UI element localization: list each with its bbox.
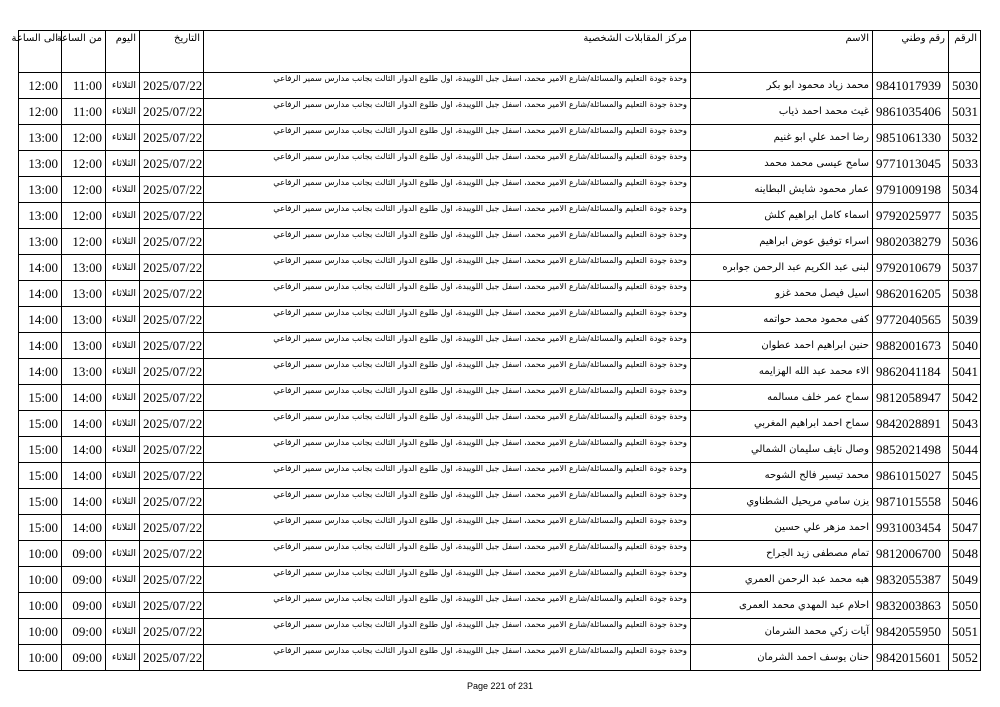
person-name: هبه محمد عبد الرحمن العمري bbox=[691, 567, 873, 593]
to-time: 14:00 bbox=[19, 333, 62, 359]
header-center: مركز المقابلات الشخصية bbox=[204, 31, 691, 73]
to-time: 14:00 bbox=[19, 307, 62, 333]
interview-day: الثلاثاء bbox=[106, 645, 140, 671]
interview-date: 2025/07/22 bbox=[140, 515, 204, 541]
row-number: 5042 bbox=[949, 385, 981, 411]
interview-day: الثلاثاء bbox=[106, 437, 140, 463]
person-name: تمام مصطفى زيد الجراح bbox=[691, 541, 873, 567]
from-time: 09:00 bbox=[62, 645, 106, 671]
interview-day: الثلاثاء bbox=[106, 151, 140, 177]
person-name: لبنى عبد الكريم عبد الرحمن جوابره bbox=[691, 255, 873, 281]
header-row bbox=[19, 31, 981, 73]
row-number: 5043 bbox=[949, 411, 981, 437]
person-name: آيات زكي محمد الشرمان bbox=[691, 619, 873, 645]
to-time: 15:00 bbox=[19, 437, 62, 463]
to-time: 14:00 bbox=[19, 255, 62, 281]
interview-center: وحدة جودة التعليم والمسائلة/شارع الامير محمد، اسفل جبل اللويبدة، اول طلوع الدوار الثالث بجانب مدارس سمير الرفاعي bbox=[204, 645, 691, 671]
person-name: سماح عمر خلف مسالمه bbox=[691, 385, 873, 411]
national-id: 9862016205 bbox=[873, 281, 949, 307]
to-time: 15:00 bbox=[19, 385, 62, 411]
to-time: 10:00 bbox=[19, 567, 62, 593]
from-time: 13:00 bbox=[62, 307, 106, 333]
from-time: 12:00 bbox=[62, 229, 106, 255]
table-row bbox=[19, 229, 981, 255]
interview-center: وحدة جودة التعليم والمسائلة/شارع الامير محمد، اسفل جبل اللويبدة، اول طلوع الدوار الثالث بجانب مدارس سمير الرفاعي bbox=[204, 229, 691, 255]
header-date: التاريخ bbox=[140, 31, 204, 73]
row-number: 5031 bbox=[949, 99, 981, 125]
interview-date: 2025/07/22 bbox=[140, 619, 204, 645]
table-row bbox=[19, 437, 981, 463]
interview-day: الثلاثاء bbox=[106, 307, 140, 333]
national-id: 9842015601 bbox=[873, 645, 949, 671]
row-number: 5044 bbox=[949, 437, 981, 463]
interview-date: 2025/07/22 bbox=[140, 125, 204, 151]
interview-day: الثلاثاء bbox=[106, 385, 140, 411]
schedule-table bbox=[11, 30, 981, 671]
interview-date: 2025/07/22 bbox=[140, 151, 204, 177]
interview-day: الثلاثاء bbox=[106, 229, 140, 255]
interview-date: 2025/07/22 bbox=[140, 333, 204, 359]
person-name: الاء محمد عبد الله الهزايمه bbox=[691, 359, 873, 385]
to-time: 10:00 bbox=[19, 645, 62, 671]
person-name: اسيل فيصل محمد غزو bbox=[691, 281, 873, 307]
table-row bbox=[19, 619, 981, 645]
person-name: اسراء توفيق عوض ابراهيم bbox=[691, 229, 873, 255]
from-time: 09:00 bbox=[62, 619, 106, 645]
interview-date: 2025/07/22 bbox=[140, 567, 204, 593]
national-id: 9832003863 bbox=[873, 593, 949, 619]
to-time: 10:00 bbox=[19, 619, 62, 645]
table-row bbox=[19, 541, 981, 567]
from-time: 14:00 bbox=[62, 385, 106, 411]
to-time: 12:00 bbox=[19, 99, 62, 125]
from-time: 12:00 bbox=[62, 177, 106, 203]
table-row bbox=[19, 281, 981, 307]
header-national-id: رقم وطني bbox=[873, 31, 949, 73]
table-row bbox=[19, 463, 981, 489]
person-name: يزن سامي مريحيل الشطناوي bbox=[691, 489, 873, 515]
row-number: 5038 bbox=[949, 281, 981, 307]
row-number: 5033 bbox=[949, 151, 981, 177]
interview-day: الثلاثاء bbox=[106, 203, 140, 229]
to-time: 15:00 bbox=[19, 489, 62, 515]
interview-center: وحدة جودة التعليم والمسائلة/شارع الامير محمد، اسفل جبل اللويبدة، اول طلوع الدوار الثالث بجانب مدارس سمير الرفاعي bbox=[204, 177, 691, 203]
national-id: 9832055387 bbox=[873, 567, 949, 593]
row-number: 5045 bbox=[949, 463, 981, 489]
interview-center: وحدة جودة التعليم والمسائلة/شارع الامير محمد، اسفل جبل اللويبدة، اول طلوع الدوار الثالث بجانب مدارس سمير الرفاعي bbox=[204, 281, 691, 307]
person-name: عمار محمود شايش البطاينه bbox=[691, 177, 873, 203]
header-to-time: الى الساعة bbox=[19, 31, 62, 73]
from-time: 09:00 bbox=[62, 567, 106, 593]
national-id: 9842028891 bbox=[873, 411, 949, 437]
interview-day: الثلاثاء bbox=[106, 593, 140, 619]
table-row bbox=[19, 567, 981, 593]
table-row bbox=[19, 593, 981, 619]
national-id: 9802038279 bbox=[873, 229, 949, 255]
national-id: 9842055950 bbox=[873, 619, 949, 645]
table-row bbox=[19, 307, 981, 333]
from-time: 12:00 bbox=[62, 203, 106, 229]
national-id: 9812058947 bbox=[873, 385, 949, 411]
interview-day: الثلاثاء bbox=[106, 567, 140, 593]
from-time: 09:00 bbox=[62, 593, 106, 619]
interview-center: وحدة جودة التعليم والمسائلة/شارع الامير محمد، اسفل جبل اللويبدة، اول طلوع الدوار الثالث بجانب مدارس سمير الرفاعي bbox=[204, 463, 691, 489]
national-id: 9871015558 bbox=[873, 489, 949, 515]
interview-center: وحدة جودة التعليم والمسائلة/شارع الامير محمد، اسفل جبل اللويبدة، اول طلوع الدوار الثالث بجانب مدارس سمير الرفاعي bbox=[204, 333, 691, 359]
table-row bbox=[19, 73, 981, 99]
interview-center: وحدة جودة التعليم والمسائلة/شارع الامير محمد، اسفل جبل اللويبدة، اول طلوع الدوار الثالث بجانب مدارس سمير الرفاعي bbox=[204, 541, 691, 567]
row-number: 5036 bbox=[949, 229, 981, 255]
interview-date: 2025/07/22 bbox=[140, 489, 204, 515]
person-name: احلام عبد المهدي محمد العمرى bbox=[691, 593, 873, 619]
interview-date: 2025/07/22 bbox=[140, 255, 204, 281]
national-id: 9792025977 bbox=[873, 203, 949, 229]
national-id: 9772040565 bbox=[873, 307, 949, 333]
person-name: حنين ابراهيم احمد عطوان bbox=[691, 333, 873, 359]
row-number: 5039 bbox=[949, 307, 981, 333]
interview-center: وحدة جودة التعليم والمسائلة/شارع الامير محمد، اسفل جبل اللويبدة، اول طلوع الدوار الثالث بجانب مدارس سمير الرفاعي bbox=[204, 255, 691, 281]
interview-day: الثلاثاء bbox=[106, 255, 140, 281]
interview-center: وحدة جودة التعليم والمسائلة/شارع الامير محمد، اسفل جبل اللويبدة، اول طلوع الدوار الثالث بجانب مدارس سمير الرفاعي bbox=[204, 99, 691, 125]
interview-center: وحدة جودة التعليم والمسائلة/شارع الامير محمد، اسفل جبل اللويبدة، اول طلوع الدوار الثالث بجانب مدارس سمير الرفاعي bbox=[204, 489, 691, 515]
interview-date: 2025/07/22 bbox=[140, 99, 204, 125]
to-time: 13:00 bbox=[19, 177, 62, 203]
from-time: 13:00 bbox=[62, 359, 106, 385]
from-time: 09:00 bbox=[62, 541, 106, 567]
person-name: سامح عيسى محمد محمد bbox=[691, 151, 873, 177]
national-id: 9861035406 bbox=[873, 99, 949, 125]
person-name: اسماء كامل ابراهيم كلش bbox=[691, 203, 873, 229]
interview-date: 2025/07/22 bbox=[140, 437, 204, 463]
interview-center: وحدة جودة التعليم والمسائلة/شارع الامير محمد، اسفل جبل اللويبدة، اول طلوع الدوار الثالث بجانب مدارس سمير الرفاعي bbox=[204, 593, 691, 619]
person-name: سماح احمد ابراهيم المغربي bbox=[691, 411, 873, 437]
interview-date: 2025/07/22 bbox=[140, 593, 204, 619]
to-time: 15:00 bbox=[19, 411, 62, 437]
interview-day: الثلاثاء bbox=[106, 541, 140, 567]
national-id: 9771013045 bbox=[873, 151, 949, 177]
row-number: 5048 bbox=[949, 541, 981, 567]
to-time: 14:00 bbox=[19, 359, 62, 385]
national-id: 9931003454 bbox=[873, 515, 949, 541]
interview-day: الثلاثاء bbox=[106, 281, 140, 307]
interview-date: 2025/07/22 bbox=[140, 281, 204, 307]
row-number: 5052 bbox=[949, 645, 981, 671]
person-name: كفى محمود محمد حواتمه bbox=[691, 307, 873, 333]
interview-day: الثلاثاء bbox=[106, 73, 140, 99]
interview-center: وحدة جودة التعليم والمسائلة/شارع الامير محمد، اسفل جبل اللويبدة، اول طلوع الدوار الثالث بجانب مدارس سمير الرفاعي bbox=[204, 359, 691, 385]
interview-center: وحدة جودة التعليم والمسائلة/شارع الامير محمد، اسفل جبل اللويبدة، اول طلوع الدوار الثالث بجانب مدارس سمير الرفاعي bbox=[204, 515, 691, 541]
row-number: 5034 bbox=[949, 177, 981, 203]
interview-center: وحدة جودة التعليم والمسائلة/شارع الامير محمد، اسفل جبل اللويبدة، اول طلوع الدوار الثالث بجانب مدارس سمير الرفاعي bbox=[204, 307, 691, 333]
interview-center: وحدة جودة التعليم والمسائلة/شارع الامير محمد، اسفل جبل اللويبدة، اول طلوع الدوار الثالث بجانب مدارس سمير الرفاعي bbox=[204, 203, 691, 229]
from-time: 14:00 bbox=[62, 489, 106, 515]
row-number: 5040 bbox=[949, 333, 981, 359]
interview-center: وحدة جودة التعليم والمسائلة/شارع الامير محمد، اسفل جبل اللويبدة، اول طلوع الدوار الثالث بجانب مدارس سمير الرفاعي bbox=[204, 411, 691, 437]
table-row bbox=[19, 125, 981, 151]
from-time: 13:00 bbox=[62, 281, 106, 307]
interview-day: الثلاثاء bbox=[106, 463, 140, 489]
interview-center: وحدة جودة التعليم والمسائلة/شارع الامير محمد، اسفل جبل اللويبدة، اول طلوع الدوار الثالث بجانب مدارس سمير الرفاعي bbox=[204, 385, 691, 411]
interview-center: وحدة جودة التعليم والمسائلة/شارع الامير محمد، اسفل جبل اللويبدة، اول طلوع الدوار الثالث بجانب مدارس سمير الرفاعي bbox=[204, 437, 691, 463]
header-num: الرقم bbox=[949, 31, 981, 73]
interview-date: 2025/07/22 bbox=[140, 541, 204, 567]
to-time: 13:00 bbox=[19, 125, 62, 151]
from-time: 13:00 bbox=[62, 333, 106, 359]
national-id: 9791009198 bbox=[873, 177, 949, 203]
national-id: 9861015027 bbox=[873, 463, 949, 489]
to-time: 13:00 bbox=[19, 203, 62, 229]
row-number: 5046 bbox=[949, 489, 981, 515]
national-id: 9841017939 bbox=[873, 73, 949, 99]
interview-date: 2025/07/22 bbox=[140, 229, 204, 255]
to-time: 12:00 bbox=[19, 73, 62, 99]
person-name: احمد مزهر علي حسين bbox=[691, 515, 873, 541]
row-number: 5035 bbox=[949, 203, 981, 229]
interview-center: وحدة جودة التعليم والمسائلة/شارع الامير محمد، اسفل جبل اللويبدة، اول طلوع الدوار الثالث بجانب مدارس سمير الرفاعي bbox=[204, 619, 691, 645]
interview-day: الثلاثاء bbox=[106, 177, 140, 203]
from-time: 11:00 bbox=[62, 99, 106, 125]
row-number: 5032 bbox=[949, 125, 981, 151]
interview-date: 2025/07/22 bbox=[140, 463, 204, 489]
table-row bbox=[19, 359, 981, 385]
interview-center: وحدة جودة التعليم والمسائلة/شارع الامير محمد، اسفل جبل اللويبدة، اول طلوع الدوار الثالث بجانب مدارس سمير الرفاعي bbox=[204, 73, 691, 99]
interview-day: الثلاثاء bbox=[106, 99, 140, 125]
from-time: 12:00 bbox=[62, 125, 106, 151]
person-name: وصال نايف سليمان الشمالي bbox=[691, 437, 873, 463]
interview-day: الثلاثاء bbox=[106, 515, 140, 541]
row-number: 5047 bbox=[949, 515, 981, 541]
interview-center: وحدة جودة التعليم والمسائلة/شارع الامير محمد، اسفل جبل اللويبدة، اول طلوع الدوار الثالث بجانب مدارس سمير الرفاعي bbox=[204, 567, 691, 593]
interview-date: 2025/07/22 bbox=[140, 177, 204, 203]
interview-center: وحدة جودة التعليم والمسائلة/شارع الامير محمد، اسفل جبل اللويبدة، اول طلوع الدوار الثالث بجانب مدارس سمير الرفاعي bbox=[204, 151, 691, 177]
table-row bbox=[19, 177, 981, 203]
row-number: 5051 bbox=[949, 619, 981, 645]
table-row bbox=[19, 515, 981, 541]
from-time: 14:00 bbox=[62, 437, 106, 463]
from-time: 12:00 bbox=[62, 151, 106, 177]
from-time: 14:00 bbox=[62, 463, 106, 489]
interview-date: 2025/07/22 bbox=[140, 385, 204, 411]
interview-center: وحدة جودة التعليم والمسائلة/شارع الامير محمد، اسفل جبل اللويبدة، اول طلوع الدوار الثالث بجانب مدارس سمير الرفاعي bbox=[204, 125, 691, 151]
person-name: غيث محمد احمد ذياب bbox=[691, 99, 873, 125]
row-number: 5030 bbox=[949, 73, 981, 99]
table-row bbox=[19, 203, 981, 229]
interview-day: الثلاثاء bbox=[106, 619, 140, 645]
page-number: Page 221 of 231 bbox=[466, 681, 534, 691]
person-name: رضا احمد علي ابو غنيم bbox=[691, 125, 873, 151]
to-time: 13:00 bbox=[19, 151, 62, 177]
national-id: 9862041184 bbox=[873, 359, 949, 385]
interview-day: الثلاثاء bbox=[106, 125, 140, 151]
header-name: الاسم bbox=[691, 31, 873, 73]
to-time: 15:00 bbox=[19, 463, 62, 489]
table-row bbox=[19, 333, 981, 359]
interview-date: 2025/07/22 bbox=[140, 645, 204, 671]
table-row bbox=[19, 99, 981, 125]
from-time: 14:00 bbox=[62, 515, 106, 541]
interview-day: الثلاثاء bbox=[106, 411, 140, 437]
interview-day: الثلاثاء bbox=[106, 489, 140, 515]
person-name: محمد زياد محمود ابو بكر bbox=[691, 73, 873, 99]
to-time: 15:00 bbox=[19, 515, 62, 541]
header-from-time: من الساعة bbox=[62, 31, 106, 73]
interview-date: 2025/07/22 bbox=[140, 73, 204, 99]
header-day: اليوم bbox=[106, 31, 140, 73]
table-row bbox=[19, 255, 981, 281]
interview-date: 2025/07/22 bbox=[140, 307, 204, 333]
interview-day: الثلاثاء bbox=[106, 333, 140, 359]
row-number: 5041 bbox=[949, 359, 981, 385]
from-time: 11:00 bbox=[62, 73, 106, 99]
to-time: 10:00 bbox=[19, 541, 62, 567]
person-name: محمد تيسير فالح الشوحه bbox=[691, 463, 873, 489]
interview-date: 2025/07/22 bbox=[140, 411, 204, 437]
table-row bbox=[19, 489, 981, 515]
interview-day: الثلاثاء bbox=[106, 359, 140, 385]
to-time: 13:00 bbox=[19, 229, 62, 255]
table-row bbox=[19, 385, 981, 411]
table-row bbox=[19, 151, 981, 177]
row-number: 5037 bbox=[949, 255, 981, 281]
row-number: 5050 bbox=[949, 593, 981, 619]
national-id: 9812006700 bbox=[873, 541, 949, 567]
national-id: 9852021498 bbox=[873, 437, 949, 463]
table-row bbox=[19, 411, 981, 437]
interview-date: 2025/07/22 bbox=[140, 359, 204, 385]
national-id: 9792010679 bbox=[873, 255, 949, 281]
person-name: حنان يوسف احمد الشرمان bbox=[691, 645, 873, 671]
interview-date: 2025/07/22 bbox=[140, 203, 204, 229]
to-time: 10:00 bbox=[19, 593, 62, 619]
row-number: 5049 bbox=[949, 567, 981, 593]
national-id: 9851061330 bbox=[873, 125, 949, 151]
from-time: 14:00 bbox=[62, 411, 106, 437]
national-id: 9882001673 bbox=[873, 333, 949, 359]
table-row bbox=[19, 645, 981, 671]
from-time: 13:00 bbox=[62, 255, 106, 281]
to-time: 14:00 bbox=[19, 281, 62, 307]
